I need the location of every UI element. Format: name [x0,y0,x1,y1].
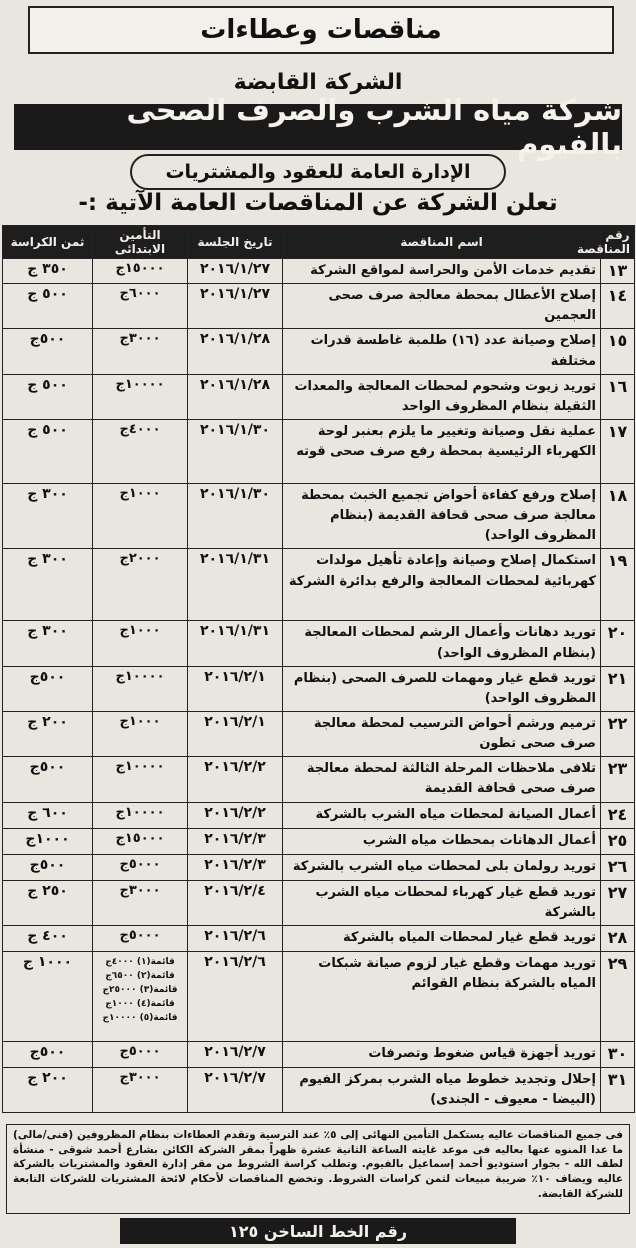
department-name: الإدارة العامة للعقود والمشتريات [130,154,506,190]
tender-number: ١٤ [601,284,635,329]
tender-name: توريد زيوت وشحوم لمحطات المعالجة والمعدات الثقيلة بنظام المظروف الواحد [283,374,601,419]
insurance-lot: قائمة(٤) ١٠٠٠ج [105,999,175,1010]
table-row [3,1067,635,1112]
tender-number: ١٥ [601,329,635,374]
booklet-price: ٢٠٠ ج [3,1067,93,1112]
booklet-price: ٥٠٠ ج [3,419,93,483]
table-row [3,419,635,483]
insurance-lot: قائمة(١) ٤٠٠٠ج [105,956,175,967]
tender-number: ٢٩ [601,951,635,1041]
session-date: ٢٠١٦/٢/٦ [188,951,283,1041]
booklet-price: ٢٠٠ ج [3,711,93,756]
booklet-price: ٥٠٠ ج [3,284,93,329]
initial-insurance: ١٠٠٠٠ج [93,374,188,419]
initial-insurance: ٣٠٠٠ج [93,329,188,374]
tender-number: ٢٦ [601,854,635,880]
header-date: تاريخ الجلسة [188,226,283,259]
booklet-price: ٥٠٠ج [3,666,93,711]
session-date: ٢٠١٦/٢/٧ [188,1041,283,1067]
tender-number: ٣١ [601,1067,635,1112]
initial-insurance: ١٠٠٠٠ج [93,802,188,828]
session-date: ٢٠١٦/٢/٣ [188,854,283,880]
booklet-price: ١٠٠٠ج [3,828,93,854]
tender-number: ٢٤ [601,802,635,828]
tender-name: إحلال وتجديد خطوط مياه الشرب بمركز الفيوم (البيضا - معيوف - الجندى) [283,1067,601,1112]
tender-name: إصلاح ورفع كفاءة أحواض تجميع الخبث بمحطة معالجة صرف صحى قحافة القديمة (بنظام المظروف الواحد) [283,483,601,548]
tenders-table [2,225,635,1113]
tender-number: ١٧ [601,419,635,483]
booklet-price: ٥٠٠ج [3,329,93,374]
session-date: ٢٠١٦/١/٣٠ [188,483,283,548]
initial-insurance: ٦٠٠٠ج [93,284,188,329]
booklet-price: ١٠٠٠ ج [3,951,93,1041]
insurance-lot: قائمة(٥) ١٠٠٠٠ج [102,1013,178,1024]
table-row [3,483,635,548]
booklet-price: ٦٠٠ ج [3,802,93,828]
table-row [3,374,635,419]
tender-name: إصلاح الأعطال بمحطة معالجة صرف صحى العجمين [283,284,601,329]
initial-insurance: ٥٠٠٠ج [93,925,188,951]
tender-name: تقديم خدمات الأمن والحراسة لمواقع الشركة [283,259,601,284]
initial-insurance: ١٠٠٠٠ج [93,757,188,802]
booklet-price: ٣٠٠ ج [3,483,93,548]
initial-insurance: ١٥٠٠٠ج [93,828,188,854]
tender-name: توريد قطع غيار ومهمات للصرف الصحى (بنظام المظروف الواحد) [283,666,601,711]
session-date: ٢٠١٦/٢/٢ [188,757,283,802]
tender-name: استكمال إصلاح وصيانة وإعادة تأهيل مولدات كهربائية لمحطات المعالجة والرفع بدائرة الشركة [283,549,601,621]
initial-insurance: ٣٠٠٠ج [93,1067,188,1112]
tender-name: أعمال الدهانات بمحطات مياه الشرب [283,828,601,854]
initial-insurance: ١٠٠٠ج [93,711,188,756]
booklet-price: ٣٠٠ ج [3,621,93,666]
session-date: ٢٠١٦/١/٣٠ [188,419,283,483]
tender-name: توريد أجهزة قياس ضغوط وتصرفات [283,1041,601,1067]
initial-insurance: ١٠٠٠٠ج [93,666,188,711]
session-date: ٢٠١٦/٢/١ [188,711,283,756]
booklet-price: ٥٠٠ج [3,1041,93,1067]
tender-number: ٢٨ [601,925,635,951]
initial-insurance: ١٠٠٠ج [93,483,188,548]
table-row [3,925,635,951]
booklet-price: ٣٠٠ ج [3,549,93,621]
table-row [3,951,635,1041]
table-row [3,757,635,802]
table-row [3,329,635,374]
table-row [3,1041,635,1067]
section-banner: مناقصات وعطاءات [28,6,614,54]
tender-number: ٢٠ [601,621,635,666]
booklet-price: ٣٥٠ ج [3,259,93,284]
tender-number: ٣٠ [601,1041,635,1067]
tender-number: ١٣ [601,259,635,284]
header-price: ثمن الكراسة [3,226,93,259]
table-header-row [3,226,635,259]
tender-number: ٢٣ [601,757,635,802]
tender-name: تلافى ملاحظات المرحلة الثالثة لمحطة معالجة صرف صحى قحافة القديمة [283,757,601,802]
company-name: شركة مياه الشرب والصرف الصحى بالفيوم [14,104,622,150]
session-date: ٢٠١٦/٢/١ [188,666,283,711]
tender-name: ترميم ورشم أحواض الترسيب لمحطة معالجة صرف صحى تطون [283,711,601,756]
table-row [3,711,635,756]
table-row [3,621,635,666]
booklet-price: ٥٠٠ج [3,757,93,802]
table-row [3,802,635,828]
header-name: اسم المناقصة [283,226,601,259]
session-date: ٢٠١٦/٢/٤ [188,880,283,925]
booklet-price: ٥٠٠ج [3,854,93,880]
tender-name: توريد مهمات وقطع غيار لزوم صيانة شبكات المياه بالشركة بنظام القوائم [283,951,601,1041]
table-row [3,854,635,880]
initial-insurance: ١٥٠٠٠ج [93,259,188,284]
holding-company-title: الشركة القابضة [233,70,403,95]
session-date: ٢٠١٦/١/٢٨ [188,374,283,419]
table-row [3,549,635,621]
tender-number: ٢٢ [601,711,635,756]
header-insurance: التأمين الابتدائى [93,226,188,259]
hotline-footer: رقم الخط الساخن ١٢٥ [120,1218,516,1244]
initial-insurance: ٥٠٠٠ج [93,1041,188,1067]
session-date: ٢٠١٦/٢/٦ [188,925,283,951]
tender-name: توريد رولمان بلى لمحطات مياه الشرب بالشركة [283,854,601,880]
initial-insurance: ٤٠٠٠ج [93,419,188,483]
tender-number: ٢٧ [601,880,635,925]
tender-name: توريد قطع غيار لمحطات المياه بالشركة [283,925,601,951]
tender-number: ١٦ [601,374,635,419]
tender-name: توريد قطع غيار كهرباء لمحطات مياه الشرب بالشركة [283,880,601,925]
tender-number: ٢٥ [601,828,635,854]
table-row [3,880,635,925]
booklet-price: ٢٥٠ ج [3,880,93,925]
session-date: ٢٠١٦/١/٣١ [188,549,283,621]
table-row [3,259,635,284]
table-row [3,284,635,329]
session-date: ٢٠١٦/٢/٣ [188,828,283,854]
tender-name: عملية نقل وصيانة وتغيير ما يلزم بعنبر لوحة الكهرباء الرئيسية بمحطة رفع صرف صحى قوته [283,419,601,483]
initial-insurance [93,951,188,1041]
table-row [3,666,635,711]
insurance-lot: قائمة(٣) ٢٥٠٠٠ج [102,985,178,996]
initial-insurance: ٢٠٠٠ج [93,549,188,621]
tender-number: ١٨ [601,483,635,548]
table-row [3,828,635,854]
tender-name: إصلاح وصيانة عدد (١٦) طلمبة غاطسة قدرات مختلفة [283,329,601,374]
initial-insurance: ١٠٠٠ج [93,621,188,666]
session-date: ٢٠١٦/١/٢٨ [188,329,283,374]
tender-name: توريد دهانات وأعمال الرشم لمحطات المعالجة (بنظام المظروف الواحد) [283,621,601,666]
session-date: ٢٠١٦/١/٣١ [188,621,283,666]
announcement-heading: تعلن الشركة عن المناقصات العامة الآتية :- [78,190,558,216]
session-date: ٢٠١٦/٢/٧ [188,1067,283,1112]
header-number: رقم المناقصة [601,226,635,259]
tender-name: أعمال الصيانة لمحطات مياه الشرب بالشركة [283,802,601,828]
terms-notes: فى جميع المناقصات عاليه يستكمل التأمين النهائى إلى ٥٪ عند الترسية وتقدم العطاءات بنظام المظروفين (فنى/مالى) ما عدا المنوه عنها بعاليه فى موعد غايته الساعة الثانية عشرة ظهراً بمقر الشركة الكائن بشارع أحمد شوقى - منشأة لطف الله - بجوار استوديو أحمد إسماعيل بالفيوم. وتطلب كراسة الشروط من مقر إدارة العقود والمشتريات بالشركة عاليه ويضاف ١٠٪ ضريبة مبيعات لثمن كراسات الشروط. وتخضع المناقصات لأحكام لائحة المشتريات للشركات التابعة للشركة القابضة. [6,1124,630,1214]
tender-number: ٢١ [601,666,635,711]
tender-number: ١٩ [601,549,635,621]
tender-rows [3,259,635,1113]
initial-insurance: ٥٠٠٠ج [93,854,188,880]
booklet-price: ٥٠٠ ج [3,374,93,419]
booklet-price: ٤٠٠ ج [3,925,93,951]
session-date: ٢٠١٦/٢/٢ [188,802,283,828]
insurance-lot: قائمة(٢) ٦٥٠٠ج [105,970,175,981]
session-date: ٢٠١٦/١/٢٧ [188,259,283,284]
initial-insurance: ٣٠٠٠ج [93,880,188,925]
session-date: ٢٠١٦/١/٢٧ [188,284,283,329]
